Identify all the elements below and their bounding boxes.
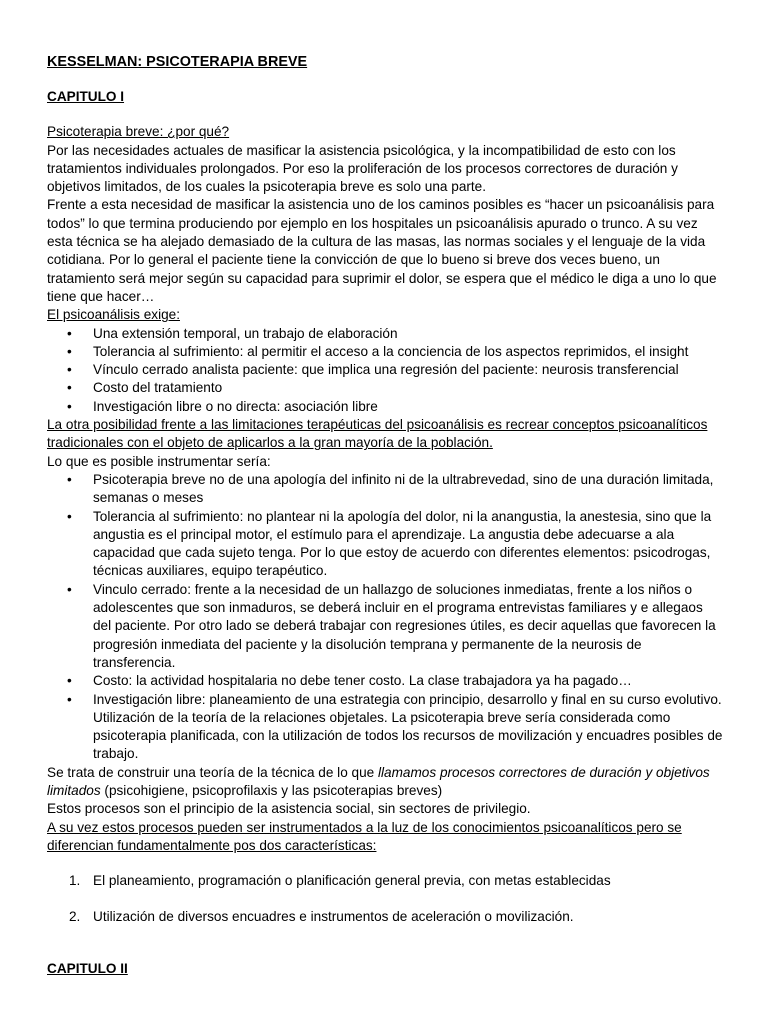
list-item: • Vinculo cerrado: frente a la necesidad de un hallazgo de soluciones inmediatas, frente a los niños o adolescentes que son inmaduros, se deberá incluir en el programa entrevistas familiares y e allegaos del paciente. Por otro lado se deberá trabajar con regresiones útiles, es decir aquellas que favorecen la progresión inmediata del paciente y la disolución temprana y permanente de la neurosis de transferencia.: [67, 581, 716, 670]
list-item: • Psicoterapia breve no de una apología del infinito ni de la ultrabrevedad, sino de una duración limitada, semanas o meses: [67, 471, 714, 506]
other-possibility-paragraph: La otra posibilidad frente a las limitaciones terapéuticas del psicoanálisis es recrear conceptos psicoanalíticos tradicionales con el objeto de aplicarlos a la gran mayoría de la población.: [47, 417, 708, 451]
list-item: 1. El planeamiento, programación o planificación general previa, con metas establecidas: [69, 873, 611, 889]
list-item: • Investigación libre: planeamiento de una estrategia con principio, desarrollo y final en su curso evolutivo. Utilización de la teoría de la relaciones objetales. La psicoterapia breve sería considerada como psicoterapia planificada, con la utilización de todos los recursos de movilización y encuadres posibles de trabajo.: [67, 691, 723, 762]
bullet-icon: •: [67, 691, 72, 707]
list-item: • Costo del tratamiento: [47, 379, 723, 397]
psa-heading: El psicoanálisis exige:: [47, 307, 180, 323]
psa-list: [47, 325, 723, 416]
bullet-icon: •: [67, 380, 72, 396]
section-heading: Psicoterapia breve: ¿por qué?: [47, 124, 230, 140]
list-item: • Una extensión temporal, un trabajo de elaboración: [47, 325, 723, 343]
list-item: • Tolerancia al sufrimiento: al permitir el acceso a la conciencia de los aspectos reprimidos, el insight: [47, 343, 723, 361]
list-item: • Investigación libre o no directa: asociación libre: [47, 398, 723, 416]
bullet-icon: •: [67, 343, 72, 359]
estos-procesos-line: Estos procesos son el principio de la asistencia social, sin sectores de privilegio.: [47, 801, 531, 817]
bullet-icon: •: [67, 508, 72, 524]
numbered-list: [47, 872, 723, 927]
paragraph-2: Frente a esta necesidad de masificar la asistencia uno de los caminos posibles es “hacer un psicoanálisis para todos” lo que termina produciendo por ejemplo en los hospitales un psicoanálisis apurado o trunco. A su vez esta técnica se ha alejado demasiado de la cultura de las masas, las normas sociales y el lenguaje de la vida cotidiana. Por lo general el paciente tiene la convicción de que lo bueno si breve dos veces bueno, un tratamiento será mejor según su capacidad para suprimir el dolor, se espera que el médico le diga a uno lo que tiene que hacer…: [47, 197, 717, 304]
chapter-heading-1: CAPITULO I: [47, 89, 125, 104]
bullet-icon: •: [67, 471, 72, 487]
bullet-icon: •: [67, 398, 72, 414]
chapter-heading-2: CAPITULO II: [47, 961, 128, 976]
se-trata-paragraph: Se trata de construir una teoría de la técnica de lo que llamamos procesos correctores de duración y objetivos limitados (psicohigiene, psicoprofilaxis y las psicoterapias breves): [47, 764, 710, 798]
list-item: • Costo: la actividad hospitalaria no debe tener costo. La clase trabajadora ya ha pagado…: [47, 672, 723, 690]
italic-phrase: llamamos procesos correctores de duración y objetivos limitados: [47, 764, 710, 798]
document-page: [47, 52, 723, 945]
instrumentar-list: [47, 471, 723, 764]
list-item: • Tolerancia al sufrimiento: no plantear ni la apología del dolor, ni la anangustia, la anestesia, sino que la angustia es el principal motor, el estímulo para el aprendizaje. La angustia debe adecuarse a ala capacidad que cada sujeto tenga. Por lo que estoy de acuerdo con diferentes elementos: psicodrogas, técnicas auxiliares, equipo terapéutico.: [67, 508, 712, 579]
paragraph-1: Por las necesidades actuales de masificar la asistencia psicológica, y la incompatibilidad de esto con los tratamientos individuales prolongados. Por eso la proliferación de los procesos correctores de duración y objetivos limitados, de los cuales la psicoterapia breve es solo una parte.: [47, 142, 678, 195]
instrumentar-line: Lo que es posible instrumentar sería:: [47, 453, 271, 469]
list-item: 2. Utilización de diversos encuadres e instrumentos de aceleración o movilización.: [69, 909, 574, 925]
bullet-icon: •: [67, 325, 72, 341]
bullet-icon: •: [67, 362, 72, 378]
list-item: • Vínculo cerrado analista paciente: que implica una regresión del paciente: neurosis transferencial: [47, 361, 723, 379]
document-title: KESSELMAN: PSICOTERAPIA BREVE: [47, 54, 308, 70]
bullet-icon: •: [67, 673, 72, 689]
bullet-icon: •: [67, 581, 72, 597]
a-su-vez-paragraph: A su vez estos procesos pueden ser instrumentados a la luz de los conocimientos psicoanalíticos pero se diferencian fundamentalmente pos dos características:: [47, 819, 682, 853]
